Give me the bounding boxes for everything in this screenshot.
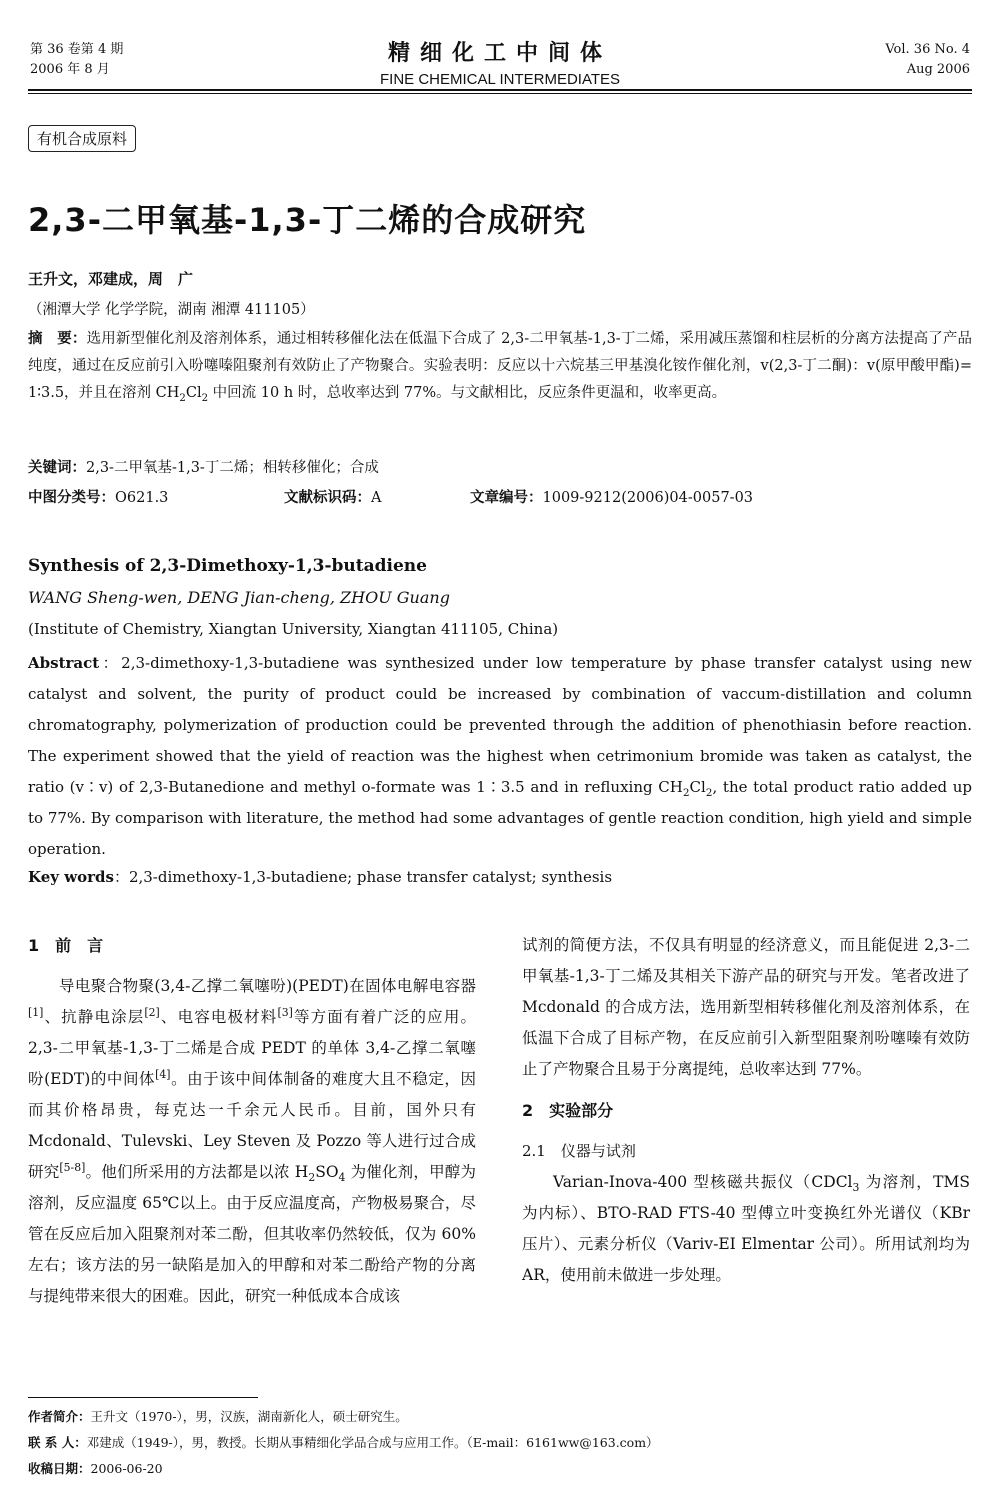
keywords-en-text: ：2,3-dimethoxy-1,3-butadiene; phase transfer catalyst; synthesis (113, 868, 613, 886)
section-tag: 有机合成原料 (28, 125, 136, 152)
keywords-en-label: Key words (28, 868, 114, 886)
doc-value: A (371, 490, 382, 506)
footnote-rule (28, 1397, 258, 1398)
abstract-cn-cl: Cl (185, 385, 202, 401)
citation: [5-8] (59, 1160, 86, 1174)
authors-en: WANG Sheng-wen, DENG Jian-cheng, ZHOU Guang (28, 588, 450, 607)
date-cn: 2006 年 8 月 (30, 62, 110, 77)
abstract-en-text: ：2,3-dimethoxy-1,3-butadiene was synthesized under low temperature by phase transfer catalyst using new catalyst and solvent, the purity of product could be increased by combination of vaccum-distillation and column chromatography, polymerization of production could be prevented through the addition of phenothiasin before reaction. The experiment showed that the yield of reaction was the highest when cetrimonium bromide was taken as catalyst, the ratio (v∶v) of 2,3-Butanedione and methyl o-formate was 1∶3.5 and in refluxing CH (28, 654, 972, 796)
citation: [2] (144, 1005, 160, 1019)
abstract-en-sub: 2 (682, 787, 690, 799)
footnote-contact-label: 联 系 人： (28, 1435, 87, 1450)
instruments-paragraph (522, 1167, 970, 1291)
clc-label: 中图分类号： (28, 490, 115, 506)
footnote-author-label: 作者简介： (28, 1409, 91, 1424)
subscript: 2 (308, 1171, 316, 1185)
intro-text: 导电聚合物聚(3,4-乙撑二氧噻吩)(PEDT)在固体电解电容器 (59, 977, 476, 995)
intro-text: 、抗静电涂层 (43, 1008, 145, 1026)
doc-label: 文献标识码： (284, 490, 371, 506)
intro-text: 为催化剂，甲醇为溶剂，反应温度 65℃以上。由于反应温度高，产物极易聚合，尽管在反应后加入阻聚剂对苯二酚，但其收率仍然较低，仅为 60%左右；该方法的另一缺陷是加入的甲醇和对苯二酚给产物的分离与提纯带来很大的困难。因此，研究一种低成本合成该 (28, 1163, 476, 1305)
volume-en: Vol. 36 No. 4 (885, 42, 970, 57)
abstract-en (28, 648, 972, 865)
journal-name-cn: 精细化工中间体 (387, 41, 612, 66)
keywords-cn (28, 456, 972, 477)
footnote-received-label: 收稿日期： (28, 1461, 91, 1476)
abstract-cn-sub: 2 (201, 392, 209, 404)
footnote-received (28, 1459, 972, 1477)
citation: [4] (155, 1067, 171, 1081)
section-1-heading: 1 前 言 (28, 936, 104, 955)
abstract-en-sub: 2 (705, 787, 713, 799)
affiliation-cn: （湘潭大学 化学学院，湖南 湘潭 411105） (28, 302, 315, 318)
intro-text: 、电容电极材料 (159, 1008, 278, 1026)
subscript: 4 (338, 1171, 346, 1185)
keywords-cn-label: 关键词： (28, 460, 86, 476)
footnote-contact (28, 1433, 972, 1451)
intro-paragraph (28, 971, 476, 1312)
body-column-left (28, 930, 476, 1312)
header-rule-thin (28, 93, 972, 94)
intro-text: 。由于该中间体制备的难度大且不稳定，因而其价格昂贵，每克达一千余元人民币。目前，国外只有 Mcdonald、Tulevski、Ley Steven 及 Pozzo 等人进行过合成研究 (28, 1070, 476, 1181)
article-label: 文章编号： (470, 490, 543, 506)
body-column-right (522, 930, 970, 1291)
subscript: 3 (852, 1181, 860, 1195)
keywords-en (28, 866, 612, 887)
section-2-1-heading: 2.1 仪器与试剂 (522, 1142, 636, 1160)
affiliation-en: (Institute of Chemistry, Xiangtan University, Xiangtan 411105, China) (28, 620, 559, 638)
intro-paragraph-cont: 试剂的简便方法，不仅具有明显的经济意义，而且能促进 2,3-二甲氧基-1,3-丁二烯及其相关下游产品的研究与开发。笔者改进了 Mcdonald 的合成方法，选用新型相转移催化剂及溶剂体系，在低温下合成了目标产物，在反应前引入新型阻聚剂吩噻嗪有效防止了产物聚合且易于分离提纯，总收率达到 77%。 (522, 936, 970, 1078)
footnote-author-text: 王升文（1970-），男，汉族，湖南新化人，硕士研究生。 (90, 1409, 408, 1424)
abstract-en-label: Abstract (28, 654, 100, 672)
abstract-cn-text-end: 中回流 10 h 时，总收率达到 77%。与文献相比，反应条件更温和，收率更高。 (208, 385, 727, 401)
abstract-en-cl: Cl (689, 778, 706, 796)
instruments-text: Varian-Inova-400 型核磁共振仪（CDCl (553, 1173, 853, 1191)
date-en: Aug 2006 (906, 62, 970, 77)
abstract-cn-text: 选用新型催化剂及溶剂体系，通过相转移催化法在低温下合成了 2,3-二甲氧基-1,3-丁二烯，采用减压蒸馏和柱层析的分离方法提高了产品纯度，通过在反应前引入吩噻嗪阻聚剂有效防止了产物聚合。实验表明：反应以十六烷基三甲基溴化铵作催化剂，v(2,3-丁二酮)：v(原甲酸甲酯)= 1∶3.5，并且在溶剂 CH (28, 331, 973, 401)
doc-code (284, 486, 381, 507)
instruments-text: 为溶剂，TMS 为内标）、BTO-RAD FTS-40 型傅立叶变换红外光谱仪（KBr 压片）、元素分析仪（Variv-EI Elmentar 公司）。所用试剂均为 AR，使用前未做进一步处理。 (522, 1173, 970, 1284)
citation: [3] (277, 1005, 293, 1019)
paper-title-cn: 2,3-二甲氧基-1,3-丁二烯的合成研究 (28, 201, 587, 239)
intro-text: 等方面有着广泛的应用。2,3-二甲氧基-1,3-丁二烯是合成 PEDT 的单体 3,4-乙撑二氧噻吩(EDT)的中间体 (28, 1008, 476, 1088)
keywords-cn-text: 2,3-二甲氧基-1,3-丁二烯；相转移催化；合成 (86, 460, 379, 476)
abstract-cn (28, 326, 972, 407)
section-2-heading: 2 实验部分 (522, 1101, 614, 1120)
journal-name-en: FINE CHEMICAL INTERMEDIATES (379, 71, 621, 88)
footnote-author (28, 1407, 972, 1425)
citation: [1] (28, 1005, 44, 1019)
abstract-cn-label: 摘 要： (28, 331, 87, 347)
intro-text: SO (315, 1163, 339, 1181)
article-code (470, 486, 753, 507)
authors-cn: 王升文，邓建成，周 广 (28, 270, 194, 288)
abstract-en-text-end: , the total product ratio added up to 77%. By comparison with literature, the method had some advantages of gentle reaction condition, high yield and simple operation. (28, 778, 973, 858)
paper-title-en: Synthesis of 2,3-Dimethoxy-1,3-butadiene (28, 556, 427, 576)
clc-code (28, 486, 168, 507)
article-value: 1009-9212(2006)04-0057-03 (542, 490, 754, 506)
header-rule-thick (28, 89, 972, 91)
abstract-cn-sub: 2 (179, 392, 186, 404)
intro-text: 。他们所采用的方法都是以浓 H (85, 1163, 309, 1181)
clc-value: O621.3 (115, 490, 169, 506)
issue-cn: 第 36 卷第 4 期 (30, 42, 124, 57)
journal-masthead (0, 36, 1000, 88)
footnote-contact-text: 邓建成（1949-），男，教授。长期从事精细化学品合成与应用工作。（E-mail：6161ww@163.com） (86, 1435, 659, 1450)
footnote-received-text: 2006-06-20 (90, 1461, 163, 1476)
header-volume (885, 40, 970, 80)
